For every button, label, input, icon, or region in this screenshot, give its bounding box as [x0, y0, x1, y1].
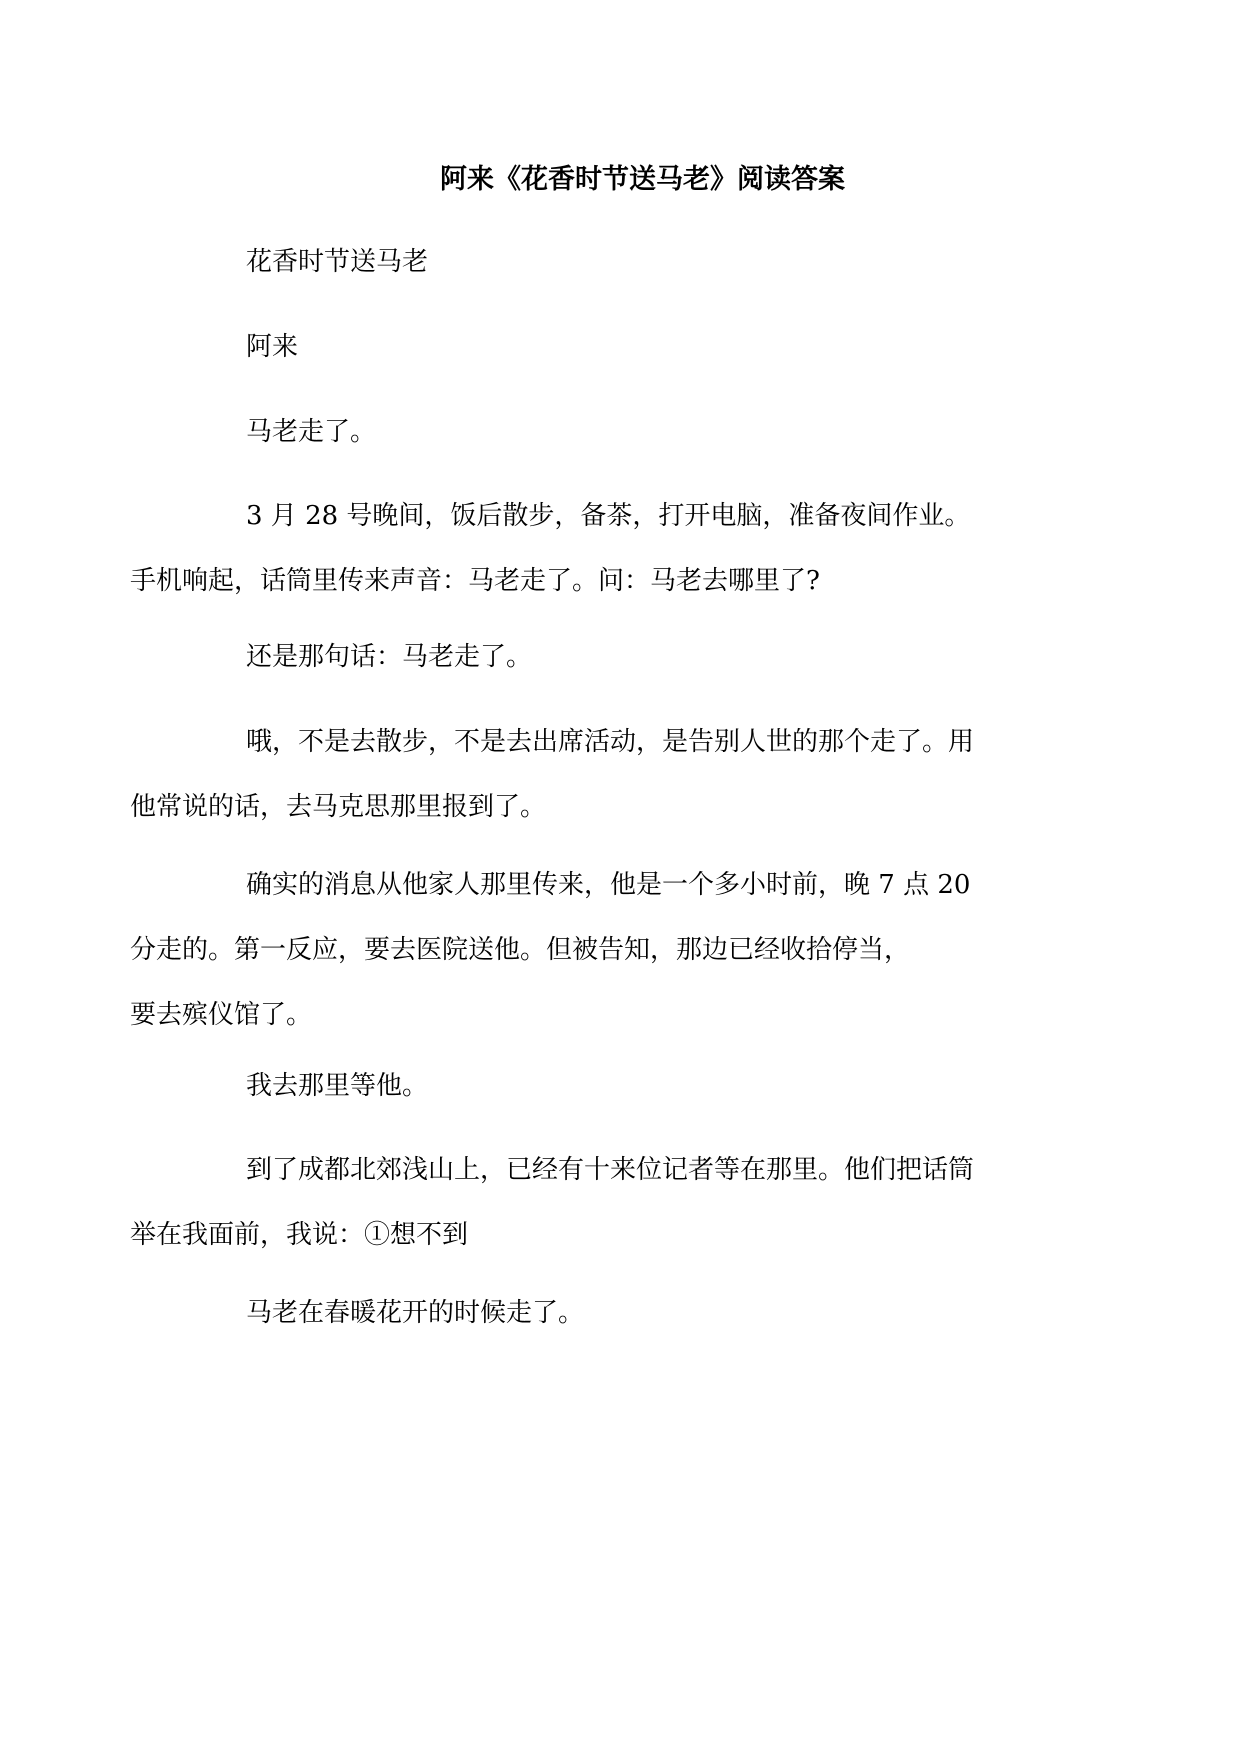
paragraph-line: 我去那里等他。 — [246, 1071, 429, 1101]
paragraph — [188, 625, 1073, 690]
paragraph — [130, 1138, 1073, 1268]
document-title: 阿来《花香时节送马老》阅读答案 — [440, 164, 845, 195]
paragraph-line: 花香时节送马老 — [246, 247, 429, 277]
paragraph-line: 马老在春暖花开的时候走了。 — [246, 1298, 585, 1328]
paragraph — [188, 1281, 1073, 1346]
paragraph-line: 确实的消息从他家人那里传来，他是一个多小时前，晚 7 点 20 — [246, 870, 971, 900]
paragraph — [130, 484, 1073, 614]
paragraph-line: 3 月 28 号晚间，饭后散步，备茶，打开电脑，准备夜间作业。 — [246, 501, 971, 531]
paragraph — [188, 1054, 1073, 1119]
paragraph-line: 马老走了。 — [246, 417, 377, 447]
paragraph — [188, 400, 1073, 465]
paragraph-line: 要去殡仪馆了。 — [130, 1000, 313, 1030]
paragraph-line: 阿来 — [246, 332, 299, 362]
paragraph-line: 还是那句话：马老走了。 — [246, 642, 533, 672]
paragraph-author — [188, 315, 1073, 380]
paragraph — [130, 710, 1073, 840]
paragraph-line: 举在我面前，我说：①想不到 — [130, 1220, 469, 1250]
paragraph — [130, 853, 1073, 1048]
paragraph-line: 手机响起，话筒里传来声音：马老走了。问：马老去哪里了? — [130, 566, 820, 596]
paragraph-line: 他常说的话，去马克思那里报到了。 — [130, 792, 547, 822]
paragraph-line: 分走的。第一反应，要去医院送他。但被告知，那边已经收拾停当， — [130, 935, 911, 965]
paragraph-line: 到了成都北郊浅山上，已经有十来位记者等在那里。他们把话筒 — [246, 1155, 975, 1185]
paragraph-article-title — [188, 230, 1073, 295]
paragraph-line: 哦，不是去散步，不是去出席活动，是告别人世的那个走了。用 — [246, 727, 975, 757]
